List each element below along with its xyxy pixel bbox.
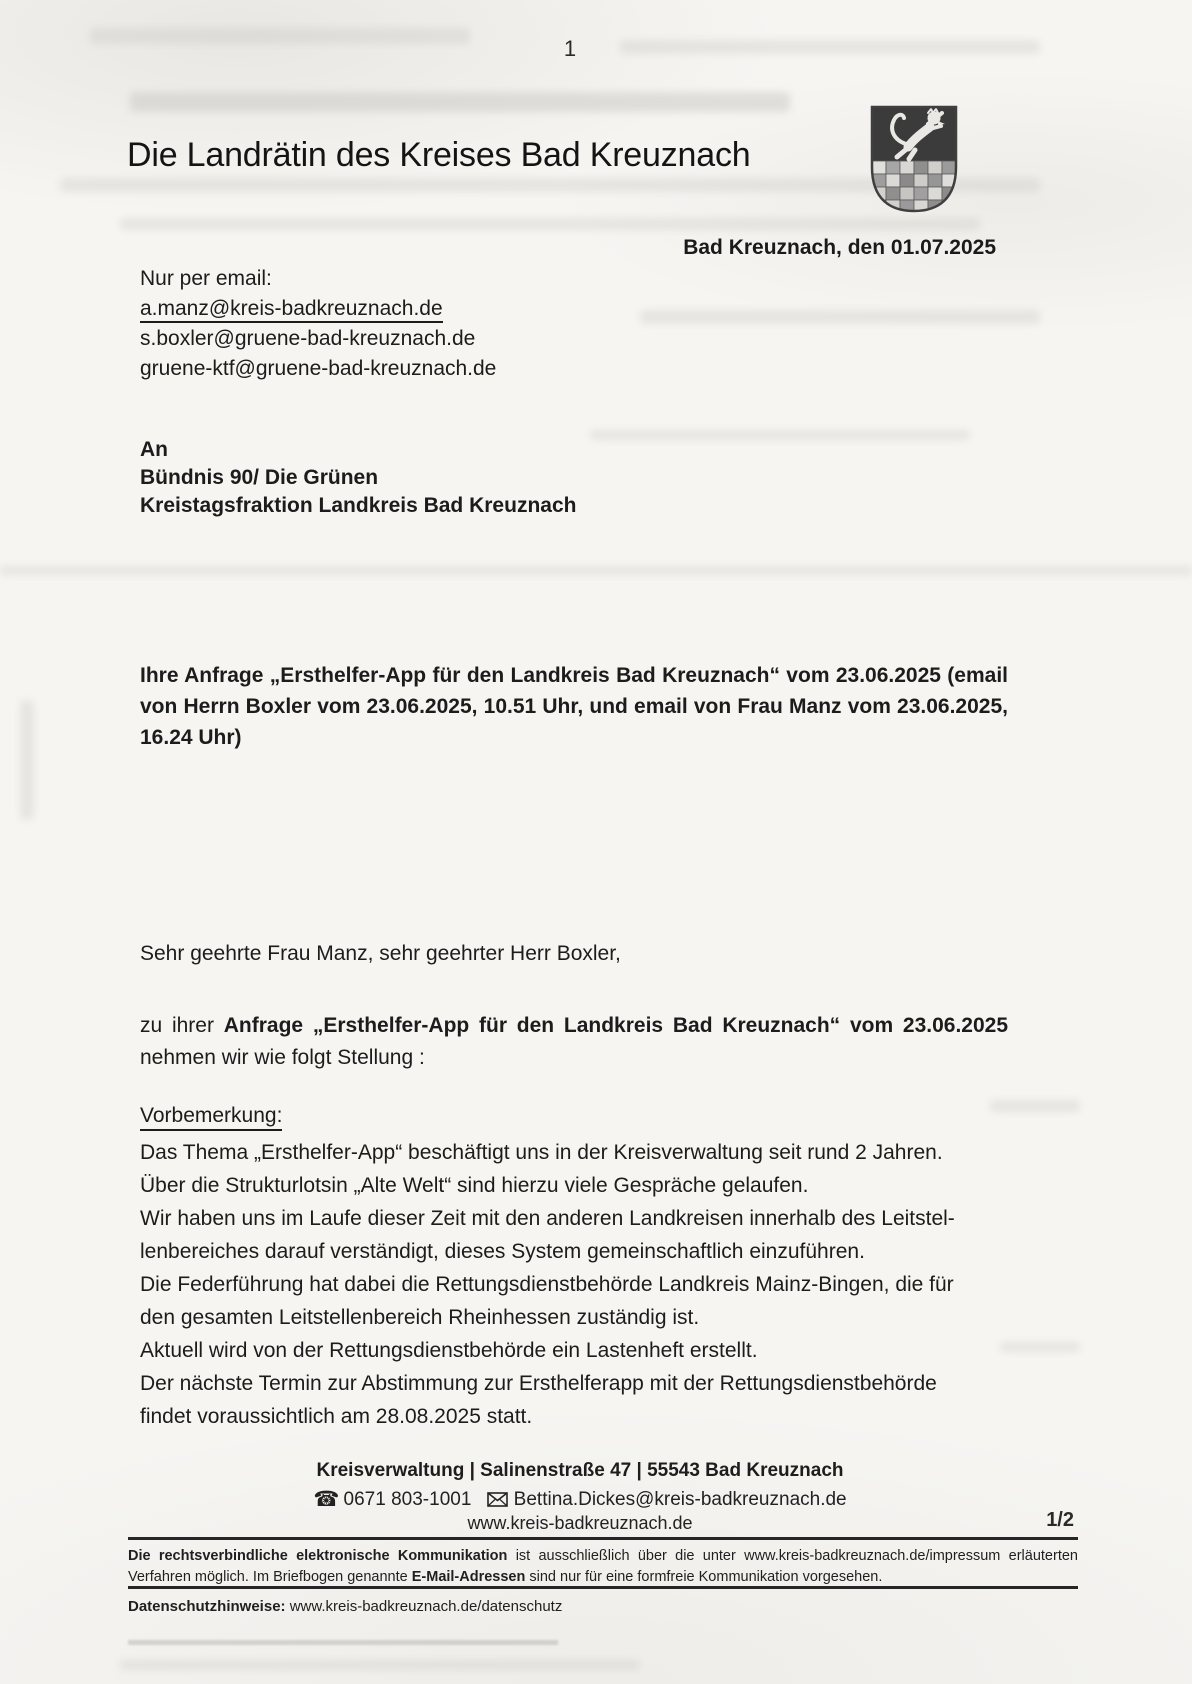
email-address: gruene-ktf@gruene-bad-kreuznach.de	[140, 357, 497, 380]
intro-bold: Anfrage „Ersthelfer-App für den Landkreis Bad Kreuznach“ vom 23.06.2025	[223, 1014, 1009, 1037]
email-address	[140, 294, 496, 324]
subject-line: Ihre Anfrage „Ersthelfer-App für den Landkreis Bad Kreuznach“ vom 23.06.2025 (email von Herrn Boxler vom 23.06.2025, 10.51 Uhr, und email von Frau Manz vom 23.06.2025, 16.24 Uhr)	[140, 664, 1008, 749]
scan-artifact	[20, 700, 34, 820]
legal-bold-email: E-Mail-Adressen	[411, 1569, 526, 1585]
recipient-intro: An	[140, 438, 168, 461]
footer-divider-top	[128, 1537, 1078, 1540]
footer-divider-bottom	[128, 1586, 1078, 1589]
coat-of-arms-icon	[868, 103, 960, 215]
sender-title: Die Landrätin des Kreises Bad Kreuznach	[127, 136, 751, 174]
recipient-org: Kreistagsfraktion Landkreis Bad Kreuznach	[140, 494, 577, 517]
email-address-underlined: a.manz@kreis-badkreuznach.de	[140, 297, 443, 323]
salutation: Sehr geehrte Frau Manz, sehr geehrter Herr Boxler,	[140, 942, 621, 965]
delivery-note: Nur per email:	[140, 267, 272, 290]
page-indicator: 1/2	[1046, 1509, 1074, 1531]
scan-artifact	[120, 1660, 640, 1670]
email-address: s.boxler@gruene-bad-kreuznach.de	[140, 327, 476, 350]
body-paragraph	[140, 1136, 1020, 1433]
recipient-block	[140, 436, 576, 520]
intro-pre: zu ihrer	[140, 1014, 224, 1037]
legal-notice	[128, 1546, 1078, 1588]
scan-artifact	[0, 566, 1192, 575]
footer-phone: 0671 803-1001	[343, 1489, 472, 1510]
legal-text: ist ausschließlich über die unter www.kreis-badkreuznach.de/impressum erläuterten Verfahren möglich. Im Briefbogen genannte	[128, 1548, 1078, 1585]
body-line: Aktuell wird von der Rettungsdienstbehörde ein Lastenheft erstellt.	[140, 1339, 758, 1362]
body-line: Über die Strukturlotsin „Alte Welt“ sind hierzu viele Gespräche gelaufen.	[140, 1174, 809, 1197]
body-line: findet voraussichtlich am 28.08.2025 statt.	[140, 1405, 533, 1428]
body-line: Wir haben uns im Laufe dieser Zeit mit den anderen Landkreisen innerhalb des Leitstel-	[140, 1207, 955, 1230]
privacy-label: Datenschutzhinweise:	[128, 1598, 286, 1615]
phone-icon: ☎	[313, 1488, 340, 1511]
body-line: den gesamten Leitstellenbereich Rheinhessen zuständig ist.	[140, 1306, 700, 1329]
footer-address: Kreisverwaltung | Salinenstraße 47 | 55543 Bad Kreuznach	[316, 1460, 844, 1481]
address-block	[140, 264, 496, 384]
dateline: Bad Kreuznach, den 01.07.2025	[683, 236, 996, 259]
recipient-name: Bündnis 90/ Die Grünen	[140, 466, 379, 489]
page-number-top: 1	[563, 36, 577, 61]
intro-post: nehmen wir wie folgt Stellung :	[140, 1046, 425, 1069]
body-line: lenbereiches darauf verständigt, dieses System gemeinschaftlich einzuführen.	[140, 1240, 865, 1263]
intro-paragraph	[140, 1010, 1008, 1074]
scan-artifact	[590, 430, 970, 440]
legal-bold-lead: Die rechtsverbindliche elektronische Kommunikation	[128, 1548, 508, 1564]
scan-artifact	[990, 1100, 1080, 1112]
footer-contact	[96, 1487, 1064, 1513]
shield-checker-pattern	[872, 161, 956, 215]
scan-artifact	[640, 310, 1040, 324]
scan-artifact	[130, 92, 790, 112]
body-line: Die Federführung hat dabei die Rettungsdienstbehörde Landkreis Mainz-Bingen, die für	[140, 1273, 954, 1296]
privacy-notice	[128, 1598, 562, 1615]
scan-artifact-line	[128, 1640, 558, 1645]
body-line: Der nächste Termin zur Abstimmung zur Ersthelferapp mit der Rettungsdienstbehörde	[140, 1372, 937, 1395]
legal-text-end: sind nur für eine formfreie Kommunikation vorgesehen.	[525, 1569, 883, 1585]
privacy-url: www.kreis-badkreuznach.de/datenschutz	[285, 1598, 563, 1615]
body-line: Das Thema „Ersthelfer-App“ beschäftigt uns in der Kreisverwaltung seit rund 2 Jahren.	[140, 1141, 943, 1164]
envelope-icon	[487, 1491, 508, 1513]
scan-artifact	[120, 218, 980, 230]
footer-email: Bettina.Dickes@kreis-badkreuznach.de	[513, 1489, 847, 1510]
section-heading: Vorbemerkung:	[140, 1104, 282, 1131]
footer-website: www.kreis-badkreuznach.de	[467, 1513, 693, 1533]
